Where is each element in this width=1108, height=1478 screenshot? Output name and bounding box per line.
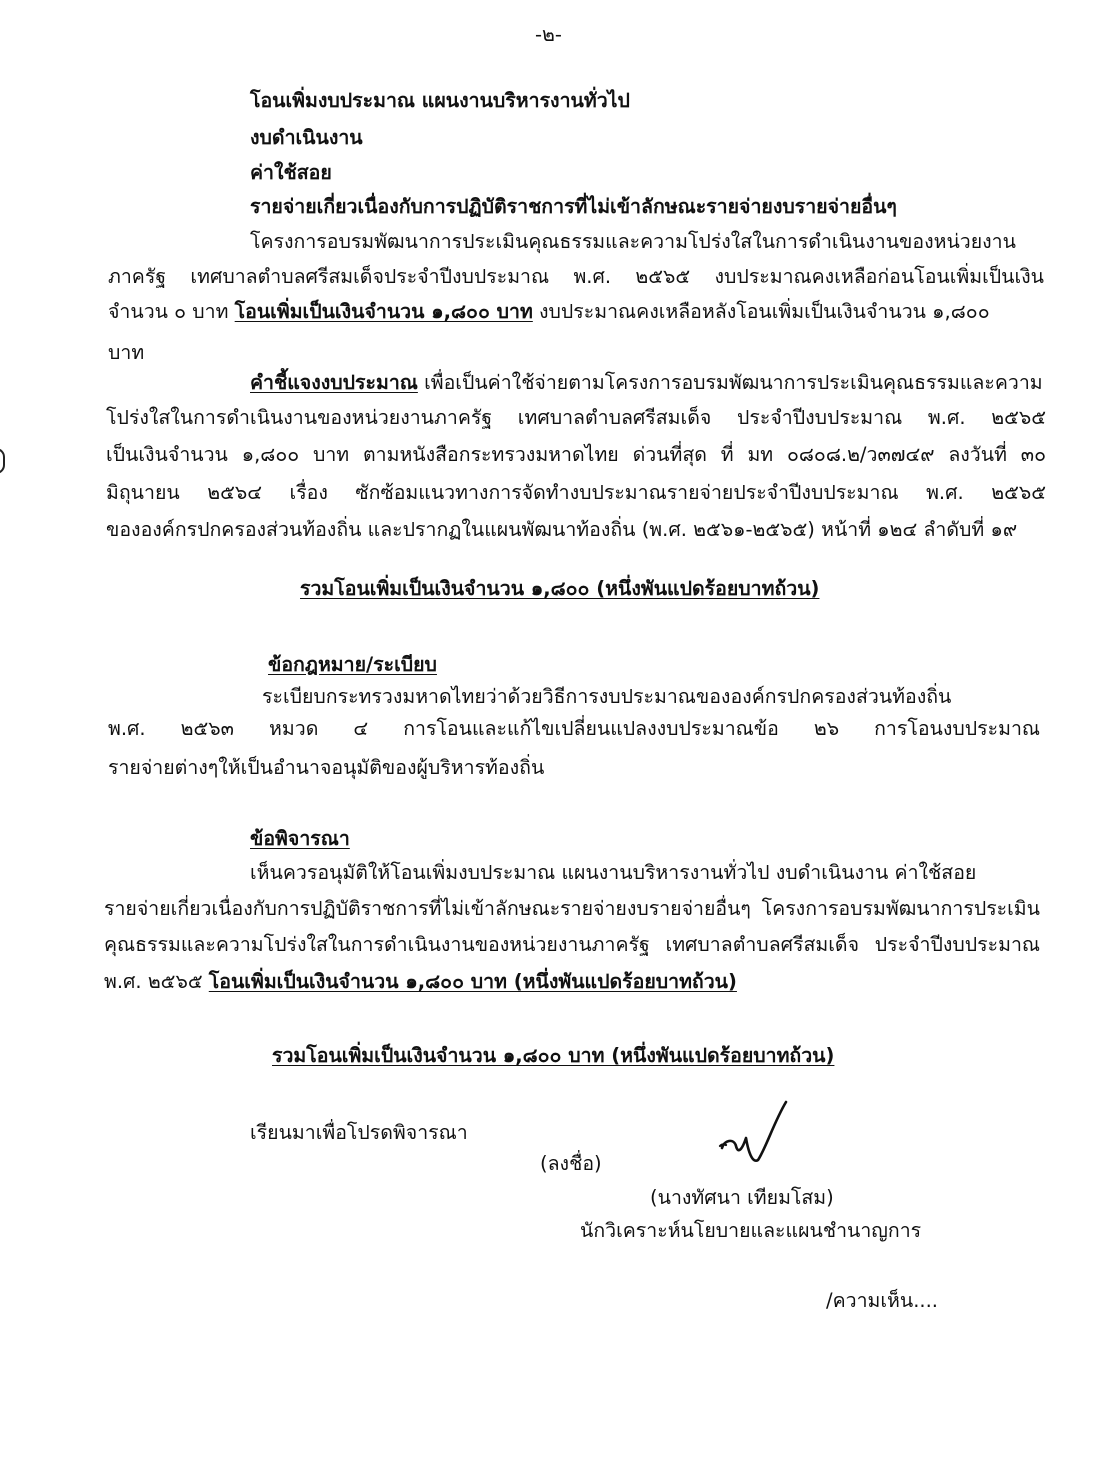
heading-line-4: รายจ่ายเกี่ยวเนื่องกับการปฏิบัติราชการที่ไม่เข้าลักษณะรายจ่ายงบรายจ่ายอื่นๆ [250, 195, 897, 218]
consider-line-2: รายจ่ายเกี่ยวเนื่องกับการปฏิบัติราชการที่ไม่เข้าลักษณะรายจ่ายงบรายจ่ายอื่นๆ โครงการอบรมพัฒนาการประเมิน [104, 897, 1040, 920]
consider-year: พ.ศ. ๒๕๖๕ [104, 970, 209, 993]
law-line-2: พ.ศ. ๒๕๖๓ หมวด ๔ การโอนและแก้ไขเปลี่ยนแปลงงบประมาณข้อ ๒๖ การโอนงบประมาณ [108, 717, 1040, 740]
explanation-line-2: โปร่งใสในการดำเนินงานของหน่วยงานภาครัฐ เทศบาลตำบลศรีสมเด็จ ประจำปีงบประมาณ พ.ศ. ๒๕๖๕ [106, 406, 1046, 429]
heading-line-2: งบดำเนินงาน [250, 126, 363, 149]
signer-name: (นางทัศนา เทียมโสม) [650, 1186, 834, 1209]
heading-line-1: โอนเพิ่มงบประมาณ แผนงานบริหารงานทั่วไป [250, 89, 630, 112]
signed-label: (ลงชื่อ) [540, 1152, 602, 1175]
project-transfer-amount: โอนเพิ่มเป็นเงินจำนวน ๑,๘๐๐ บาท [234, 300, 533, 323]
law-label: ข้อกฎหมาย/ระเบียบ [268, 653, 437, 676]
law-line-1: ระเบียบกระทรวงมหาดไทยว่าด้วยวิธีการงบประมาณขององค์กรปกครองส่วนท้องถิ่น [262, 685, 952, 708]
total-transfer-2: รวมโอนเพิ่มเป็นเงินจำนวน ๑,๘๐๐ บาท (หนึ่งพันแปดร้อยบาทถ้วน) [272, 1044, 835, 1067]
salutation: เรียนมาเพื่อโปรดพิจารณา [250, 1121, 468, 1144]
explanation-line-3: เป็นเงินจำนวน ๑,๘๐๐ บาท ตามหนังสือกระทรวงมหาดไทย ด่วนที่สุด ที่ มท ๐๘๐๘.๒/ว๓๗๔๙ ลงวันที่ ๓๐ [106, 443, 1046, 466]
project-before-amount: จำนวน ๐ บาท [108, 300, 235, 323]
project-line-4: บาท [108, 341, 145, 364]
consider-line-3: คุณธรรมและความโปร่งใสในการดำเนินงานของหน่วยงานภาครัฐ เทศบาลตำบลศรีสมเด็จ ประจำปีงบประมาณ [104, 933, 1040, 956]
project-line-2: ภาครัฐ เทศบาลตำบลศรีสมเด็จประจำปีงบประมาณ พ.ศ. ๒๕๖๕ งบประมาณคงเหลือก่อนโอนเพิ่มเป็นเงิน [108, 265, 1044, 288]
consider-transfer-amount: โอนเพิ่มเป็นเงินจำนวน ๑,๘๐๐ บาท (หนึ่งพันแปดร้อยบาทถ้วน) [208, 970, 737, 993]
explanation-line-1 [250, 370, 1043, 396]
page-number: -๒- [535, 23, 562, 46]
consider-label: ข้อพิจารณา [250, 827, 350, 850]
project-remaining-amount: งบประมาณคงเหลือหลังโอนเพิ่มเป็นเงินจำนวน ๑,๘๐๐ [532, 300, 990, 323]
total-transfer-1: รวมโอนเพิ่มเป็นเงินจำนวน ๑,๘๐๐ (หนึ่งพันแปดร้อยบาทถ้วน) [300, 577, 820, 600]
explanation-text: เพื่อเป็นค่าใช้จ่ายตามโครงการอบรมพัฒนาการประเมินคุณธรรมและความ [417, 371, 1043, 394]
explanation-line-4: มิถุนายน ๒๕๖๔ เรื่อง ซักซ้อมแนวทางการจัดทำงบประมาณรายจ่ายประจำปีงบประมาณ พ.ศ. ๒๕๖๕ [106, 481, 1046, 504]
project-line-1: โครงการอบรมพัฒนาการประเมินคุณธรรมและความโปร่งใสในการดำเนินงานของหน่วยงาน [250, 230, 1016, 253]
heading-line-3: ค่าใช้สอย [250, 161, 332, 184]
project-line-3 [108, 299, 1044, 325]
binding-mark [0, 448, 5, 474]
signer-position: นักวิเคราะห์นโยบายและแผนชำนาญการ [580, 1219, 922, 1242]
signature [712, 1098, 792, 1170]
consider-line-1: เห็นควรอนุมัติให้โอนเพิ่มงบประมาณ แผนงานบริหารงานทั่วไป งบดำเนินงาน ค่าใช้สอย [250, 861, 977, 884]
continued-marker: /ความเห็น.... [826, 1289, 939, 1312]
law-line-3: รายจ่ายต่างๆให้เป็นอำนาจอนุมัติของผู้บริหารท้องถิ่น [108, 756, 545, 779]
explanation-label: คำชี้แจงงบประมาณ [250, 371, 418, 394]
explanation-line-5: ขององค์กรปกครองส่วนท้องถิ่น และปรากฏในแผนพัฒนาท้องถิ่น (พ.ศ. ๒๕๖๑-๒๕๖๕) หน้าที่ ๑๒๔ ลำดับที่ ๑๙ [106, 518, 1018, 541]
consider-line-4 [104, 969, 737, 995]
